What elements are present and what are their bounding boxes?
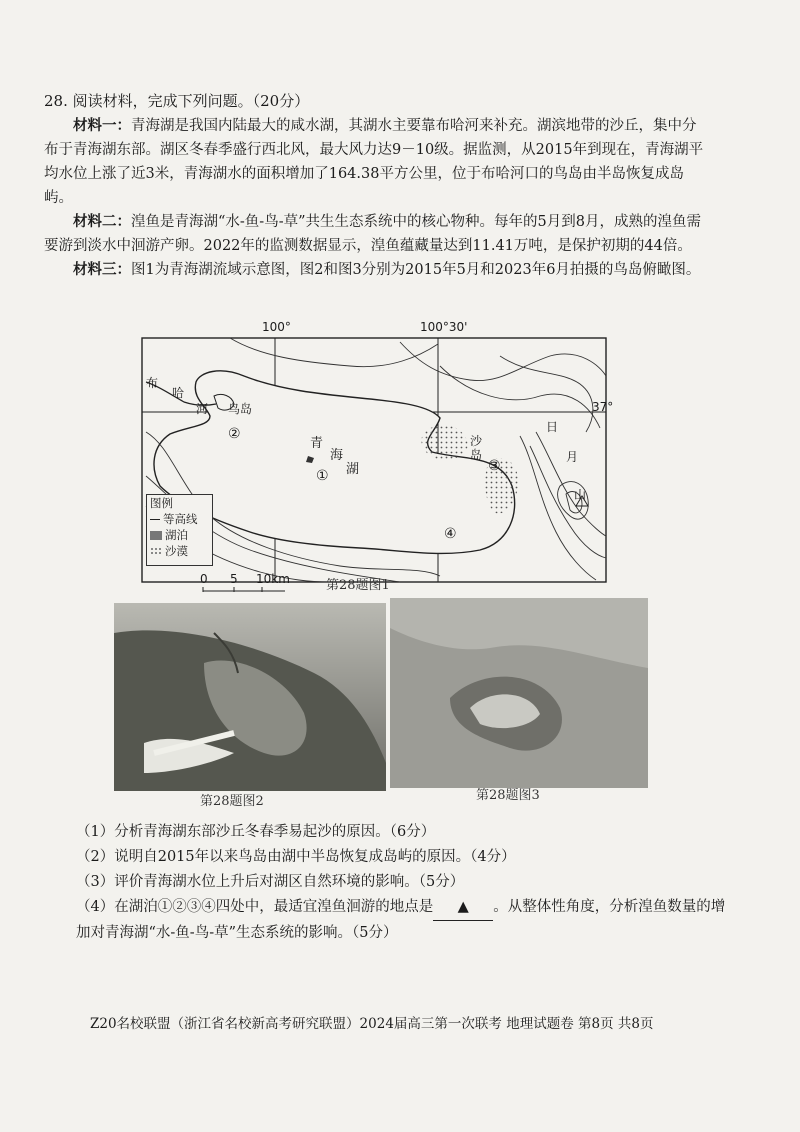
answer-blank: ▲ <box>433 895 493 921</box>
lake-char-2: 海 <box>330 448 344 463</box>
latitude-37-label: 37° <box>592 400 614 414</box>
material-2-text: 湟鱼是青海湖“水-鱼-鸟-草”共生生态系统中的核心物种。每年的5月到8月，成熟的湟鱼需要游到淡水中洄游产卵。2022年的监测数据显示，湟鱼蕴藏量达到11.41万吨，是保护初期的44倍。 <box>44 214 701 254</box>
material-1-text: 青海湖是我国内陆最大的咸水湖，其湖水主要靠布哈河来补充。湖滨地带的沙丘，集中分布于青海湖东部。湖区冬春季盛行西北风，最大风力达9－10级。据监测，从2015年到现在，青海湖平均水位上涨了近3米，青海湖水的面积增加了164.38平方公里，位于布哈河口的鸟岛由半岛恢复成岛屿。 <box>44 118 704 206</box>
material-3-text: 图1为青海湖流域示意图，图2和图3分别为2015年5月和2023年6月拍摄的鸟岛俯瞰图。 <box>131 262 701 278</box>
point-2: ② <box>228 426 241 442</box>
point-4: ④ <box>444 526 457 542</box>
sand-island-char-1: 沙 <box>470 434 483 448</box>
river-char-1: 布 <box>146 376 159 390</box>
materials <box>44 114 704 282</box>
material-2 <box>44 210 704 258</box>
legend-sand-label: 沙漠 <box>165 544 188 558</box>
point-1: ① <box>316 468 329 484</box>
material-3-label: 材料三： <box>73 261 131 278</box>
figure-2-caption: 第28题图2 <box>200 794 264 809</box>
scale-tick-0: 0 <box>200 572 208 586</box>
figure-3-caption: 第28题图3 <box>476 788 540 803</box>
material-2-label: 材料二： <box>73 213 131 230</box>
legend-title: 图例 <box>150 496 173 510</box>
riyue-char-3: 山 <box>574 488 587 502</box>
material-3 <box>44 258 704 282</box>
river-char-3: 河 <box>196 402 209 416</box>
river-char-2: 哈 <box>172 386 185 400</box>
lake-swatch <box>150 531 162 540</box>
material-1-label: 材料一： <box>73 117 131 134</box>
bird-island-photo-2023 <box>390 598 648 788</box>
sub-question-4-part2: 。从整体性角度，分析湟鱼数量的增加对青海湖“水-鱼-鸟-草”生态系统的影响。（5分） <box>76 899 726 941</box>
material-1 <box>44 114 704 210</box>
sand-island-char-2: 岛 <box>470 448 483 462</box>
question-title: 28. 阅读材料，完成下列问题。（20分） <box>44 92 310 110</box>
legend-sand <box>150 543 212 559</box>
photo-2015-image <box>114 603 386 791</box>
bird-island-label: 鸟岛 <box>228 402 253 416</box>
point-3: ③ <box>488 458 501 474</box>
scale-tick-5: 5 <box>230 572 238 586</box>
sub-question-4 <box>76 895 736 946</box>
sub-questions <box>76 820 736 946</box>
lake-char-3: 湖 <box>346 462 360 477</box>
sub-question-3: （3）评价青海湖水位上升后对湖区自然环境的影响。（5分） <box>76 874 465 890</box>
longitude-100-label: 100° <box>262 320 291 334</box>
photo-2023-image <box>390 598 648 788</box>
legend-lake-label: 湖泊 <box>165 528 188 542</box>
legend-lake <box>150 527 212 543</box>
sub-question-1: （1）分析青海湖东部沙丘冬春季易起沙的原因。（6分） <box>76 824 436 840</box>
page-footer: Z20名校联盟（浙江省名校新高考研究联盟）2024届高三第一次联考 地理试题卷 第8页 共8页 <box>90 1016 654 1032</box>
riyue-char-1: 日 <box>546 420 559 434</box>
legend-contour <box>150 511 212 527</box>
lake-char-1: 青 <box>310 436 324 451</box>
longitude-100-30-label: 100°30' <box>420 320 468 334</box>
figure-1-caption: 第28题图1 <box>326 578 390 593</box>
bird-island-photo-2015 <box>114 603 386 791</box>
riyue-char-2: 月 <box>566 450 579 464</box>
scale-tick-10: 10km <box>256 572 290 586</box>
contour-swatch <box>150 519 160 520</box>
sub-question-2: （2）说明自2015年以来鸟岛由湖中半岛恢复成岛屿的原因。（4分） <box>76 849 516 865</box>
sub-question-4-part1: （4）在湖泊①②③④四处中，最适宜湟鱼洄游的地点是 <box>76 899 434 915</box>
scale-bar-line <box>200 586 290 594</box>
legend-contour-label: 等高线 <box>163 512 198 526</box>
map-legend <box>146 494 213 566</box>
sand-swatch <box>150 547 162 556</box>
